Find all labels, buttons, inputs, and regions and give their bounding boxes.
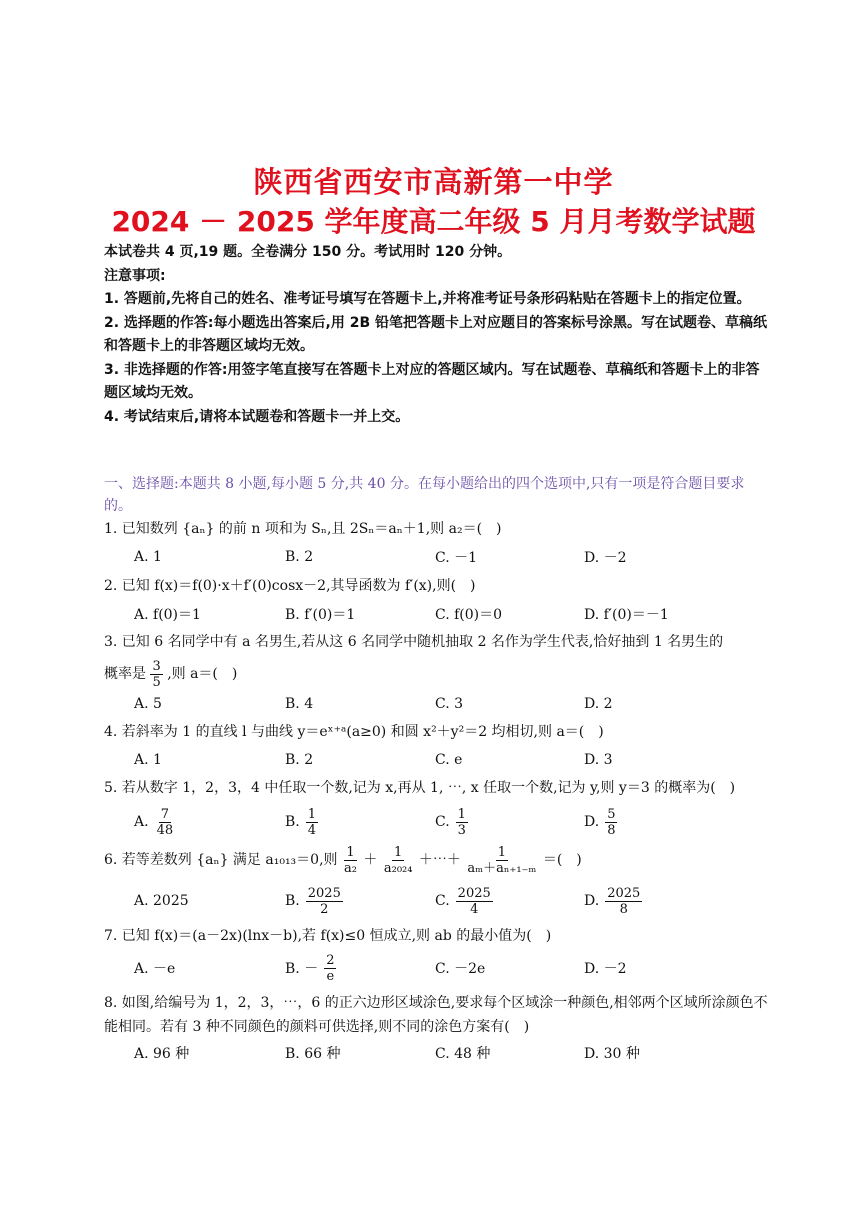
denominator: a₂ <box>343 860 357 876</box>
question-6-options <box>134 883 774 919</box>
question-3-suffix: ,则 a＝( ) <box>167 666 238 682</box>
section-heading: 一、选择题:本题共 8 小题,每小题 5 分,共 40 分。在每小题给出的四个选项中,只有一项是符合题目要求的。 <box>104 476 745 514</box>
question-8-options <box>134 1035 774 1071</box>
numerator: 1 <box>307 806 317 822</box>
option-d <box>584 804 617 840</box>
note-item: 4. 考试结束后,请将本试题卷和答题卡一并上交。 <box>104 408 410 425</box>
note-item: 1. 答题前,先将自己的姓名、准考证号填写在答题卡上,并将准考证号条形码粘贴在答题卡上的指定位置。 <box>104 291 751 307</box>
option-d: D. －2 <box>584 961 627 977</box>
question-3-options <box>134 686 774 722</box>
option-b <box>285 883 343 919</box>
option-c <box>435 804 468 840</box>
option-label: D. <box>584 893 600 909</box>
option-a: A. 1 <box>134 752 162 768</box>
denominator: 5 <box>152 674 161 690</box>
denominator: e <box>326 968 335 984</box>
question-5: 5. 若从数字 1，2，3，4 中任取一个数,记为 x,再从 1, ⋯, x 任取一个数,记为 y,则 y＝3 的概率为( ) <box>104 780 736 796</box>
option-b <box>285 950 336 986</box>
ellipsis-term: ＋⋯＋ <box>418 852 461 868</box>
denominator: 4 <box>307 822 317 838</box>
option-d: D. －2 <box>584 550 627 566</box>
option-d <box>584 883 642 919</box>
option-label: C. <box>435 893 450 909</box>
option-label: D. <box>584 814 600 830</box>
note-item: 3. 非选择题的作答:用签字笔直接写在答题卡上对应的答题区域内。写在试题卷、草稿纸和答题卡上的非答题区域均无效。 <box>104 361 760 401</box>
option-c: C. 48 种 <box>435 1046 491 1062</box>
question-1-options <box>134 539 774 575</box>
option-d: D. 3 <box>584 752 613 768</box>
option-c: C. e <box>435 752 463 768</box>
exam-title: 2024 － 2025 学年度高二年级 5 月月考数学试题 <box>111 205 756 238</box>
question-3-prefix: 概率是 <box>104 666 146 682</box>
option-c: C. －1 <box>435 550 478 566</box>
numerator: 1 <box>394 844 403 860</box>
numerator: 1 <box>457 806 466 822</box>
fraction <box>456 807 468 838</box>
numerator: 2 <box>326 952 335 968</box>
question-4-options <box>134 742 774 778</box>
option-c: C. 3 <box>435 696 464 712</box>
numerator: 2025 <box>307 885 341 901</box>
question-8: 8. 如图,给编号为 1，2，3，⋯，6 的正六边形区域涂色,要求每个区域涂一种颜色,相邻两个区域所涂颜色不能相同。若有 3 种不同颜色的颜料可供选择,则不同的涂色方案有( ) <box>104 995 768 1035</box>
denominator: 2 <box>320 901 329 917</box>
option-label: C. <box>435 814 450 830</box>
option-b: B. 66 种 <box>285 1046 341 1062</box>
fraction <box>342 845 359 876</box>
question-3-line-1: 3. 已知 6 名同学中有 a 名男生,若从这 6 名同学中随机抽取 2 名作为学生代表,恰好抽到 1 名男生的 <box>104 634 724 650</box>
question-7-options <box>134 950 774 986</box>
numerator: 2025 <box>607 885 641 901</box>
fraction <box>456 886 493 917</box>
fraction <box>306 807 318 838</box>
fraction <box>324 953 336 984</box>
fraction <box>382 845 415 876</box>
option-b: B. 2 <box>285 752 314 768</box>
option-a: A. －e <box>134 961 176 977</box>
denominator: 48 <box>156 822 174 838</box>
numerator: 7 <box>160 806 169 822</box>
notes-heading: 注意事项: <box>104 267 166 284</box>
option-a: A. 2025 <box>134 893 189 909</box>
fraction <box>155 807 176 838</box>
option-b <box>285 804 318 840</box>
option-a: A. f(0)＝1 <box>134 607 201 623</box>
denominator: 3 <box>457 822 466 838</box>
fraction <box>465 845 538 876</box>
fraction <box>306 886 343 917</box>
numerator: 5 <box>607 806 616 822</box>
option-label: B. － <box>285 961 319 977</box>
school-title: 陕西省西安市高新第一中学 <box>253 165 614 199</box>
fraction <box>605 807 617 838</box>
denominator: aₘ＋aₙ₊₁₋ₘ <box>467 860 537 876</box>
numerator: 3 <box>152 658 161 674</box>
option-label: B. <box>285 893 300 909</box>
option-b: B. 2 <box>285 549 314 565</box>
option-b: B. 4 <box>285 696 314 712</box>
question-6-suffix: ＝( ) <box>542 852 582 868</box>
fraction <box>150 659 162 690</box>
question-2: 2. 已知 f(x)＝f(0)·x＋f′(0)cosx－2,其导函数为 f′(x),则( ) <box>104 578 476 594</box>
option-d: D. 2 <box>584 696 613 712</box>
question-4: 4. 若斜率为 1 的直线 l 与曲线 y＝eˣ⁺ᵃ(a≥0) 和圆 x²＋y²＝2 均相切,则 a＝( ) <box>104 724 604 740</box>
question-5-options <box>134 804 774 840</box>
question-1: 1. 已知数列 {aₙ} 的前 n 项和为 Sₙ,且 2Sₙ＝aₙ＋1,则 a₂＝( ) <box>104 521 502 537</box>
exam-notes <box>104 241 772 429</box>
numerator: 1 <box>497 844 507 860</box>
option-d: D. 30 种 <box>584 1046 640 1062</box>
exam-intro: 本试卷共 4 页,19 题。全卷满分 150 分。考试用时 120 分钟。 <box>104 244 512 260</box>
option-a: A. 1 <box>134 549 162 565</box>
option-label: A. <box>134 814 149 830</box>
question-6-prefix: 6. 若等差数列 {aₙ} 满足 a₁₀₁₃＝0,则 <box>104 852 338 868</box>
option-a <box>134 804 175 840</box>
question-6: 6. 若等差数列 {aₙ} 满足 a₁₀₁₃＝0,则 $\frac{1}{\text{a₂}}$ ＋ $\frac{1}{\text{a₂₀₂₄}}$ ＋⋯＋ $\frac{1}{\text{aₘ＋aₙ₊₁₋ₘ}}$ ＝( ) <box>104 844 582 876</box>
denominator: 4 <box>470 901 479 917</box>
denominator: 8 <box>619 901 628 917</box>
numerator: 2025 <box>457 885 491 901</box>
question-7: 7. 已知 f(x)＝(a－2x)(lnx－b),若 f(x)≤0 恒成立,则 ab 的最小值为( ) <box>104 928 552 944</box>
option-c: C. －2e <box>435 961 486 977</box>
denominator: a₂₀₂₄ <box>383 860 413 876</box>
fraction <box>605 886 642 917</box>
denominator: 8 <box>607 822 616 838</box>
option-a: A. 5 <box>134 696 162 712</box>
numerator: 1 <box>346 844 355 860</box>
option-c <box>435 883 493 919</box>
option-d: D. f′(0)＝－1 <box>584 607 669 623</box>
option-c: C. f(0)＝0 <box>435 607 503 623</box>
option-label: B. <box>285 814 300 830</box>
note-item: 2. 选择题的作答:每小题选出答案后,用 2B 铅笔把答题卡上对应题目的答案标号涂黑。写在试题卷、草稿纸和答题卡上的非答题区域均无效。 <box>104 314 768 354</box>
option-a: A. 96 种 <box>134 1046 190 1062</box>
question-2-options <box>134 596 774 632</box>
option-b: B. f′(0)＝1 <box>285 607 356 623</box>
